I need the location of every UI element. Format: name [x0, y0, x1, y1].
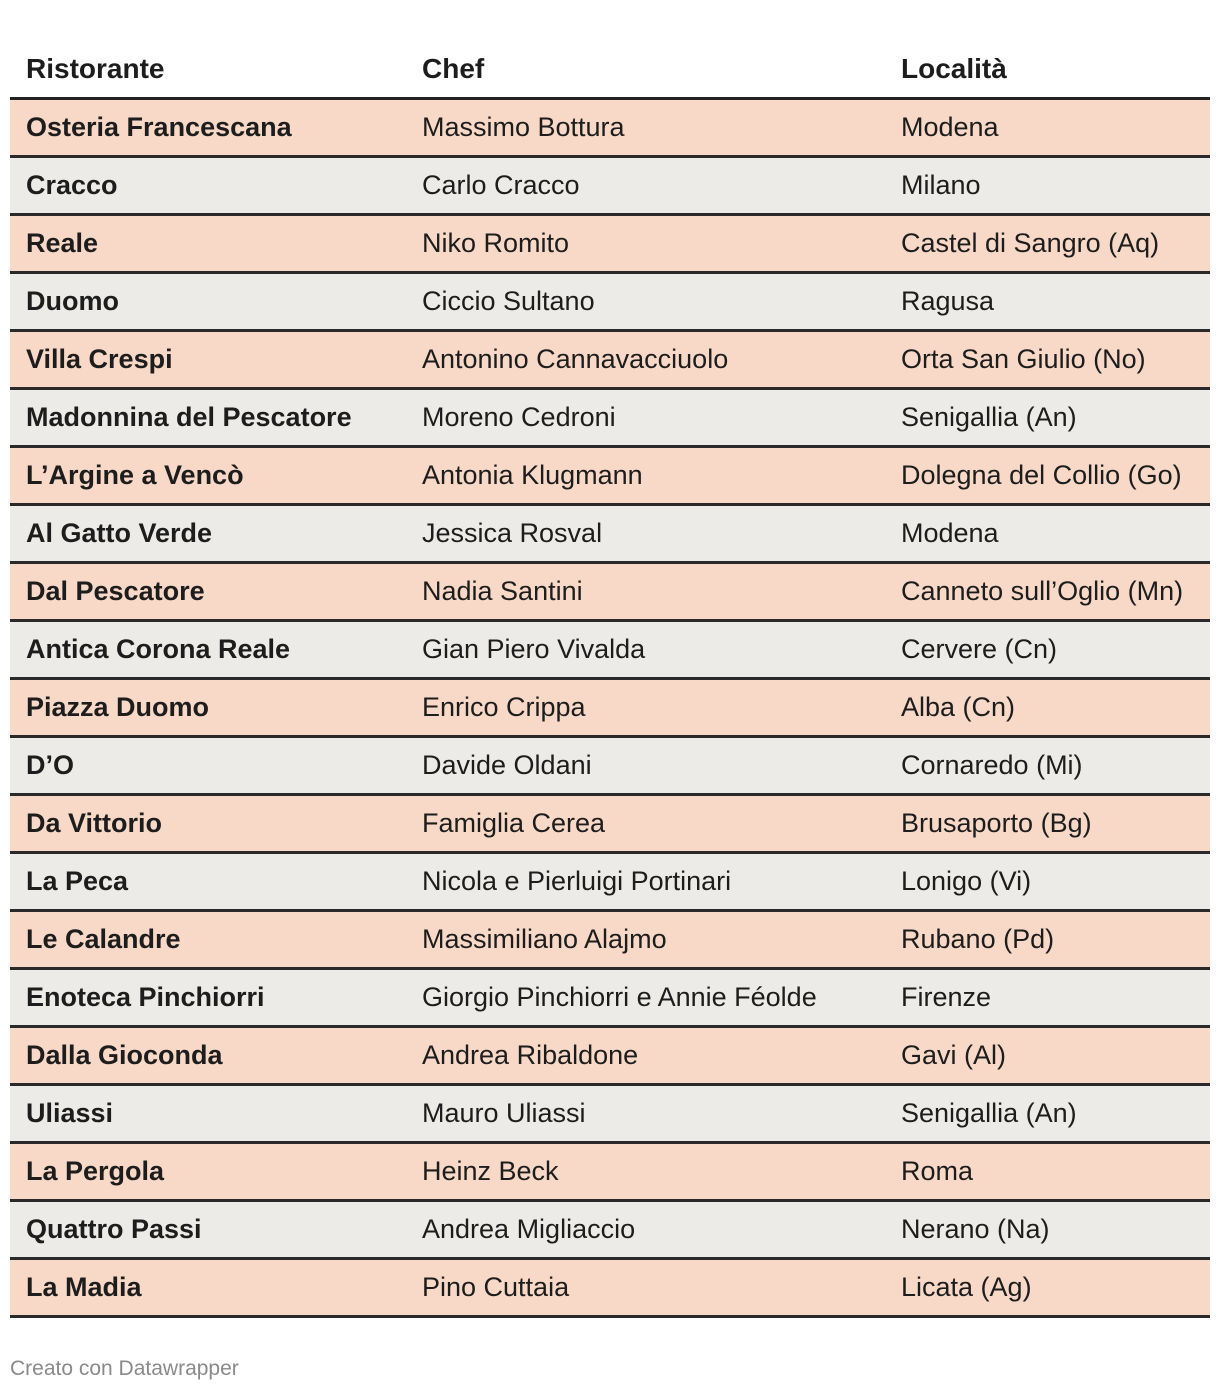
restaurant-name-cell: Al Gatto Verde [26, 518, 213, 548]
location-cell: Canneto sull’Oglio (Mn) [901, 576, 1184, 606]
chef-name-cell: Carlo Cracco [422, 170, 580, 200]
table-row [10, 622, 1210, 680]
restaurant-name-cell: Dal Pescatore [26, 576, 205, 606]
chef-name-cell: Nicola e Pierluigi Portinari [422, 866, 732, 896]
location-cell: Castel di Sangro (Aq) [901, 228, 1160, 258]
location-cell: Senigallia (An) [901, 1098, 1077, 1128]
table-row [10, 796, 1210, 854]
column-header-ristorante: Ristorante [26, 52, 165, 84]
location-cell: Lonigo (Vi) [901, 866, 1032, 896]
location-cell: Cornaredo (Mi) [901, 750, 1083, 780]
location-cell: Ragusa [901, 286, 995, 316]
table-row [10, 100, 1210, 158]
location-cell: Rubano (Pd) [901, 924, 1055, 954]
restaurant-name-cell: Uliassi [26, 1098, 114, 1128]
chef-name-cell: Niko Romito [422, 228, 570, 258]
table-row [10, 970, 1210, 1028]
location-cell: Gavi (Al) [901, 1040, 1007, 1070]
location-cell: Roma [901, 1156, 974, 1186]
restaurant-name-cell: L’Argine a Vencò [26, 460, 244, 490]
chef-name-cell: Andrea Migliaccio [422, 1214, 636, 1244]
restaurant-name-cell: Madonnina del Pescatore [26, 402, 352, 432]
restaurant-name-cell: Piazza Duomo [26, 692, 210, 722]
chef-name-cell: Giorgio Pinchiorri e Annie Féolde [422, 982, 817, 1012]
restaurant-name-cell: Reale [26, 228, 99, 258]
table-row [10, 216, 1210, 274]
restaurant-name-cell: Dalla Gioconda [26, 1040, 223, 1070]
table-row [10, 1202, 1210, 1260]
table-row [10, 680, 1210, 738]
chef-name-cell: Mauro Uliassi [422, 1098, 586, 1128]
location-cell: Senigallia (An) [901, 402, 1077, 432]
location-cell: Nerano (Na) [901, 1214, 1050, 1244]
table-row [10, 390, 1210, 448]
chef-name-cell: Massimo Bottura [422, 112, 625, 142]
table-header [10, 40, 1210, 100]
chef-name-cell: Famiglia Cerea [422, 808, 606, 838]
restaurant-name-cell: D’O [26, 750, 75, 780]
restaurant-name-cell: Quattro Passi [26, 1214, 202, 1244]
chef-name-cell: Jessica Rosval [422, 518, 603, 548]
restaurant-name-cell: La Peca [26, 866, 129, 896]
restaurant-name-cell: Da Vittorio [26, 808, 163, 838]
location-cell: Alba (Cn) [901, 692, 1016, 722]
location-cell: Modena [901, 518, 999, 548]
restaurant-name-cell: La Pergola [26, 1156, 165, 1186]
chef-name-cell: Davide Oldani [422, 750, 592, 780]
table-row [10, 1144, 1210, 1202]
restaurant-name-cell: Antica Corona Reale [26, 634, 291, 664]
chef-name-cell: Enrico Crippa [422, 692, 586, 722]
column-header-chef: Chef [422, 52, 485, 84]
location-cell: Orta San Giulio (No) [901, 344, 1146, 374]
location-cell: Modena [901, 112, 999, 142]
table-row [10, 564, 1210, 622]
chef-name-cell: Massimiliano Alajmo [422, 924, 667, 954]
location-cell: Licata (Ag) [901, 1272, 1032, 1302]
datawrapper-credit: Creato con Datawrapper [10, 1357, 239, 1380]
column-header-localita: Località [901, 52, 1007, 84]
restaurant-name-cell: Duomo [26, 286, 119, 316]
chef-name-cell: Pino Cuttaia [422, 1272, 570, 1302]
chef-name-cell: Moreno Cedroni [422, 402, 616, 432]
restaurant-name-cell: Osteria Francescana [26, 112, 292, 142]
location-cell: Brusaporto (Bg) [901, 808, 1092, 838]
chef-name-cell: Heinz Beck [422, 1156, 559, 1186]
chef-name-cell: Ciccio Sultano [422, 286, 595, 316]
location-cell: Dolegna del Collio (Go) [901, 460, 1182, 490]
location-cell: Cervere (Cn) [901, 634, 1058, 664]
table-row [10, 912, 1210, 970]
table-row [10, 1086, 1210, 1144]
chef-name-cell: Andrea Ribaldone [422, 1040, 639, 1070]
table-row [10, 332, 1210, 390]
table-row [10, 738, 1210, 796]
chef-name-cell: Antonia Klugmann [422, 460, 643, 490]
restaurant-name-cell: Le Calandre [26, 924, 181, 954]
table-row [10, 1028, 1210, 1086]
table-row [10, 506, 1210, 564]
location-cell: Firenze [901, 982, 992, 1012]
table-row [10, 1260, 1210, 1318]
restaurant-name-cell: Villa Crespi [26, 344, 173, 374]
table-body [10, 100, 1210, 1318]
restaurant-name-cell: Enoteca Pinchiorri [26, 982, 265, 1012]
restaurant-name-cell: La Madia [26, 1272, 142, 1302]
table-row [10, 854, 1210, 912]
location-cell: Milano [901, 170, 981, 200]
restaurant-name-cell: Cracco [26, 170, 118, 200]
table-row [10, 448, 1210, 506]
table-row [10, 274, 1210, 332]
chef-name-cell: Gian Piero Vivalda [422, 634, 646, 664]
chef-name-cell: Nadia Santini [422, 576, 583, 606]
chef-name-cell: Antonino Cannavacciuolo [422, 344, 729, 374]
restaurants-table [10, 40, 1210, 1318]
table-row [10, 158, 1210, 216]
